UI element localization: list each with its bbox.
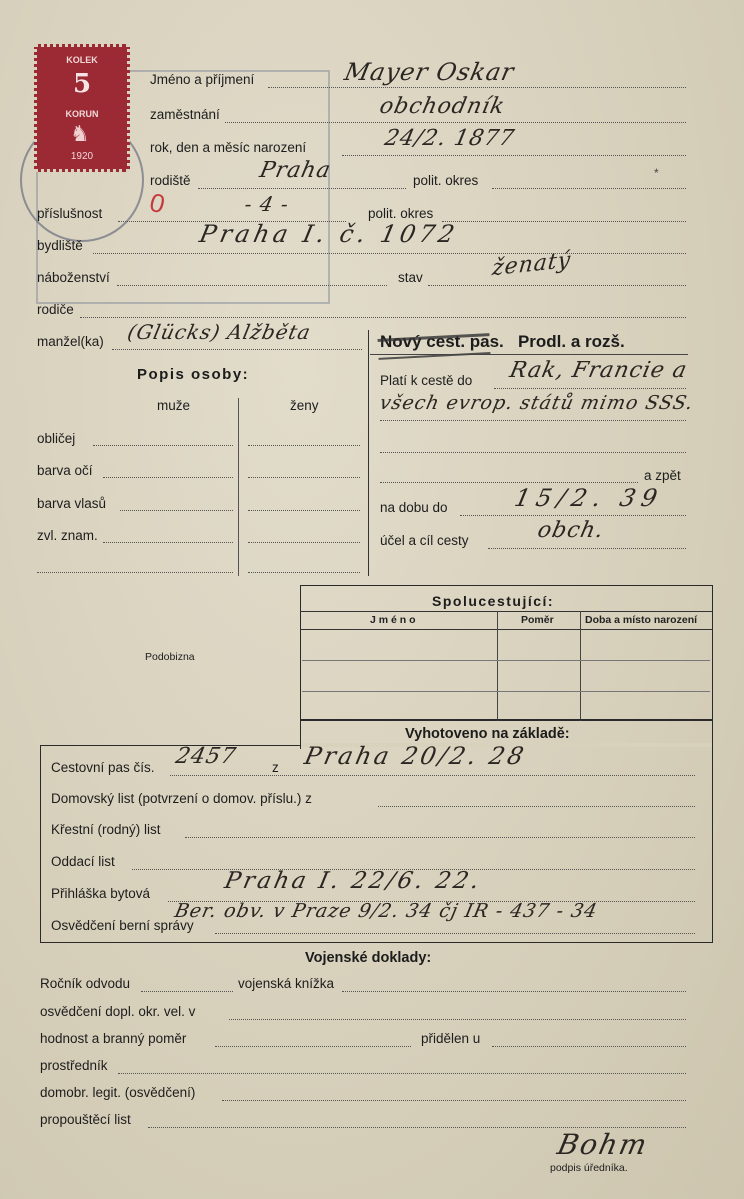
extra-line-female xyxy=(248,572,360,573)
status-line xyxy=(428,285,686,286)
issued-z-label: z xyxy=(272,760,279,775)
rocnik-line xyxy=(141,991,233,992)
passport-title-rule xyxy=(370,354,688,355)
revenue-stamp xyxy=(34,44,130,172)
companions-col-birth: Doba a místo narození xyxy=(585,614,698,626)
purpose-label: účel a cíl cesty xyxy=(380,533,469,548)
revenue-stamp-middle: KORUN xyxy=(65,109,99,119)
domicile-label: příslušnost xyxy=(37,206,103,221)
face-line-female xyxy=(248,445,360,446)
face-line-male xyxy=(93,445,233,446)
polit-okres-label-1: polit. okres xyxy=(413,173,479,188)
companions-row-line-1 xyxy=(302,660,710,661)
domovsky-line xyxy=(378,806,695,807)
valid-value-1: Rak, Francie a xyxy=(507,358,690,383)
status-label: stav xyxy=(398,270,423,285)
revenue-stamp-top: KOLEK xyxy=(66,55,98,65)
military-osvedceni-line xyxy=(229,1019,686,1020)
spouse-label: manžel(ka) xyxy=(37,334,104,349)
description-col-female: ženy xyxy=(290,398,319,413)
description-title: Popis osoby: xyxy=(137,366,250,383)
occupation-label: zaměstnání xyxy=(150,107,220,122)
krestni-label: Křestní (rodný) list xyxy=(51,822,161,837)
companions-col-divider-1 xyxy=(497,611,498,721)
hodnost-label: hodnost a branný poměr xyxy=(40,1031,187,1046)
krestni-line xyxy=(185,837,695,838)
return-label: a zpět xyxy=(644,468,681,483)
birthplace-label: rodiště xyxy=(150,173,191,188)
description-row-hair: barva vlasů xyxy=(37,496,107,511)
religion-label: náboženství xyxy=(37,270,110,285)
companions-col-divider-2 xyxy=(580,611,581,721)
hair-line-female xyxy=(248,510,360,511)
valid-line-3 xyxy=(380,452,686,453)
issued-title: Vyhotoveno na základě: xyxy=(405,726,570,742)
knizka-line xyxy=(342,991,686,992)
hodnost-line xyxy=(215,1046,411,1047)
prostrednik-label: prostředník xyxy=(40,1058,108,1073)
birth-line xyxy=(342,155,686,156)
domobr-line xyxy=(222,1100,686,1101)
valid-line-2 xyxy=(380,420,686,421)
issued-passport-line xyxy=(170,775,695,776)
valid-line-4 xyxy=(380,482,638,483)
companions-col-name: J m é n o xyxy=(370,614,416,626)
pridelen-label: přidělen u xyxy=(421,1031,481,1046)
osvedceni-value: Ber. obv. v Praze 9/2. 34 čj IR - 437 - 34 xyxy=(172,900,600,922)
rocnik-label: Ročník odvodu xyxy=(40,976,131,991)
status-value: ženatý xyxy=(490,247,573,282)
companions-header-rule xyxy=(300,611,713,612)
polit-okres-line-1 xyxy=(492,188,686,189)
birth-value: 24/2. 1877 xyxy=(382,126,518,151)
companions-columns-rule xyxy=(300,629,713,630)
signature-label: podpis úředníka. xyxy=(550,1162,628,1174)
occupation-value: obchodník xyxy=(377,94,508,119)
description-col-male: muže xyxy=(157,398,191,413)
military-osvedceni-label: osvědčení dopl. okr. vel. v xyxy=(40,1004,196,1019)
parents-label: rodiče xyxy=(37,302,74,317)
issued-passport-value-2: Praha 20/2. 28 xyxy=(302,742,529,770)
description-row-eyes: barva očí xyxy=(37,463,93,478)
residence-label: bydliště xyxy=(37,238,83,253)
issued-passport-label: Cestovní pas čís. xyxy=(51,760,155,775)
religion-line xyxy=(117,285,387,286)
period-line xyxy=(460,515,686,516)
valid-line-1 xyxy=(494,388,686,389)
knizka-label: vojenská knížka xyxy=(238,976,335,991)
description-right-border xyxy=(368,330,369,576)
revenue-stamp-bottom: 1920 xyxy=(70,151,94,162)
birth-label: rok, den a měsíc narození xyxy=(150,140,307,155)
lion-icon: ♞ xyxy=(70,121,90,146)
photo-label: Podobizna xyxy=(145,651,195,663)
issued-passport-value: 2457 xyxy=(173,744,239,769)
description-row-face: obličej xyxy=(37,431,76,446)
name-line xyxy=(268,87,686,88)
revenue-stamp-value: 5 xyxy=(72,69,92,99)
hair-line-male xyxy=(120,510,233,511)
oddaci-label: Oddací list xyxy=(51,854,115,869)
extra-line-male xyxy=(37,572,233,573)
name-label: Jméno a příjmení xyxy=(150,72,255,87)
marks-line-male xyxy=(103,542,233,543)
marks-line-female xyxy=(248,542,360,543)
eyes-line-female xyxy=(248,477,360,478)
residence-value: Praha I. č. 1072 xyxy=(197,220,461,248)
propousteci-label: propouštěcí list xyxy=(40,1112,131,1127)
official-signature: Bohm xyxy=(554,1128,652,1161)
eyes-line-male xyxy=(103,477,233,478)
domovsky-label: Domovský list (potvrzení o domov. příslu.) z xyxy=(51,791,312,806)
domicile-value: - 4 - xyxy=(242,192,292,216)
prostrednik-line xyxy=(118,1073,686,1074)
osvedceni-label: Osvědčení berní správy xyxy=(51,918,194,933)
companions-col-relation: Poměr xyxy=(521,614,554,626)
period-value: 15/2. 39 xyxy=(512,484,666,512)
red-pencil-mark: 0 xyxy=(146,186,169,220)
prihlaska-label: Přihláška bytová xyxy=(51,886,151,901)
polit-okres-line-2 xyxy=(442,221,686,222)
osvedceni-line xyxy=(215,933,695,934)
military-title: Vojenské doklady: xyxy=(305,950,432,966)
purpose-line xyxy=(488,548,686,549)
domobr-label: domobr. legit. (osvědčení) xyxy=(40,1085,196,1100)
companions-row-line-2 xyxy=(302,691,710,692)
strike-scribble xyxy=(378,333,491,360)
spouse-value: (Glücks) Alžběta xyxy=(125,320,314,344)
parents-line xyxy=(80,317,686,318)
description-row-marks: zvl. znam. xyxy=(37,528,98,543)
passport-title: Nový cest. pas. Prodl. a rozš. xyxy=(380,332,625,351)
purpose-value: obch. xyxy=(535,518,607,543)
spouse-line xyxy=(112,349,362,350)
residence-line xyxy=(93,253,686,254)
polit-okres-label-2: polit. okres xyxy=(368,206,434,221)
prihlaska-value: Praha I. 22/6. 22. xyxy=(222,868,485,894)
name-value: Mayer Oskar xyxy=(342,58,518,86)
companions-title: Spolucestující: xyxy=(432,593,555,609)
star-mark: * xyxy=(654,166,659,180)
birthplace-line xyxy=(198,188,406,189)
occupation-line xyxy=(225,122,686,123)
pridelen-line xyxy=(492,1046,686,1047)
birthplace-value: Praha xyxy=(257,158,334,183)
valid-value-2: všech evrop. států mimo SSS. xyxy=(377,392,696,414)
description-divider xyxy=(238,398,239,576)
period-label: na dobu do xyxy=(380,500,448,515)
valid-label: Platí k cestě do xyxy=(380,373,473,388)
